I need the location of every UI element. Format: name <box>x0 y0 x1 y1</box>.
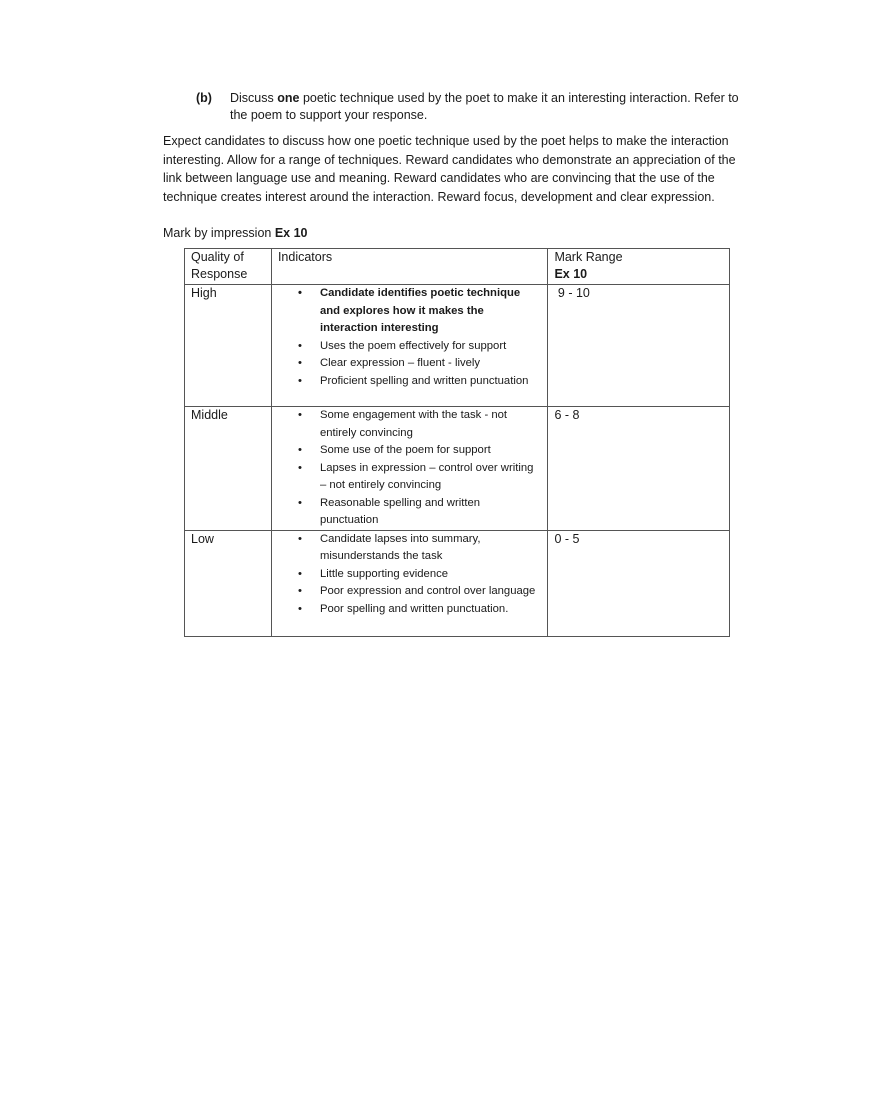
header-mark-range-label: Mark Range <box>554 250 623 264</box>
question-text-start: Discuss <box>230 91 278 105</box>
marking-rubric-table <box>184 248 730 637</box>
indicator-list <box>278 285 542 390</box>
row-indicators <box>271 407 548 531</box>
indicator-item: • Candidate identifies poetic technique and explores how it makes the interaction interesting <box>320 285 542 338</box>
indicator-item: • Reasonable spelling and written punctuation <box>320 495 542 530</box>
table-header-row <box>185 249 730 285</box>
question-label: (b) <box>196 91 212 105</box>
mark-by-impression <box>163 225 308 242</box>
question-text-end: poetic technique used by the poet to make it an interesting interaction. Refer to the poem to support your response. <box>230 91 739 122</box>
row-quality: Low <box>185 530 272 636</box>
header-indicators: Indicators <box>271 249 548 285</box>
indicator-list <box>278 407 542 530</box>
table-row-high <box>185 285 730 407</box>
table-row-middle <box>185 407 730 531</box>
indicator-item: • Uses the poem effectively for support <box>320 338 542 356</box>
header-quality: Quality of Response <box>185 249 272 285</box>
indicator-list <box>278 531 542 619</box>
indicator-item: • Lapses in expression – control over writing – not entirely convincing <box>320 460 542 495</box>
row-indicators <box>271 285 548 407</box>
indicator-item: • Clear expression – fluent - lively <box>320 355 542 373</box>
row-quality: High <box>185 285 272 407</box>
header-mark-range <box>548 249 730 285</box>
row-mark-range: 6 - 8 <box>548 407 730 531</box>
row-mark-range: 9 - 10 <box>548 285 730 407</box>
indicator-item: • Poor expression and control over language <box>320 583 542 601</box>
question-text-emphasis: one <box>277 91 300 105</box>
marking-guidance: Expect candidates to discuss how one poetic technique used by the poet helps to make the interaction interesting. Allow for a range of techniques. Reward candidates who demonstrate an appreciation of the link between language use and meaning. Reward candidates who are convincing that the use of the technique creates interest around the interaction. Reward focus, development and clear expression. <box>163 134 736 204</box>
mark-line-prefix: Mark by impression <box>163 226 275 240</box>
indicator-item: • Little supporting evidence <box>320 566 542 584</box>
row-indicators <box>271 530 548 636</box>
question-text <box>230 90 750 124</box>
table-row-low <box>185 530 730 636</box>
indicator-item: • Candidate lapses into summary, misunderstands the task <box>320 531 542 566</box>
indicator-item: • Some engagement with the task - not entirely convincing <box>320 407 542 442</box>
row-mark-range: 0 - 5 <box>548 530 730 636</box>
header-mark-range-total: Ex 10 <box>554 267 588 281</box>
mark-line-total: Ex 10 <box>274 226 308 240</box>
indicator-item: • Proficient spelling and written punctuation <box>320 373 542 391</box>
row-quality: Middle <box>185 407 272 531</box>
indicator-item: • Poor spelling and written punctuation. <box>320 601 542 619</box>
indicator-item: • Some use of the poem for support <box>320 442 542 460</box>
